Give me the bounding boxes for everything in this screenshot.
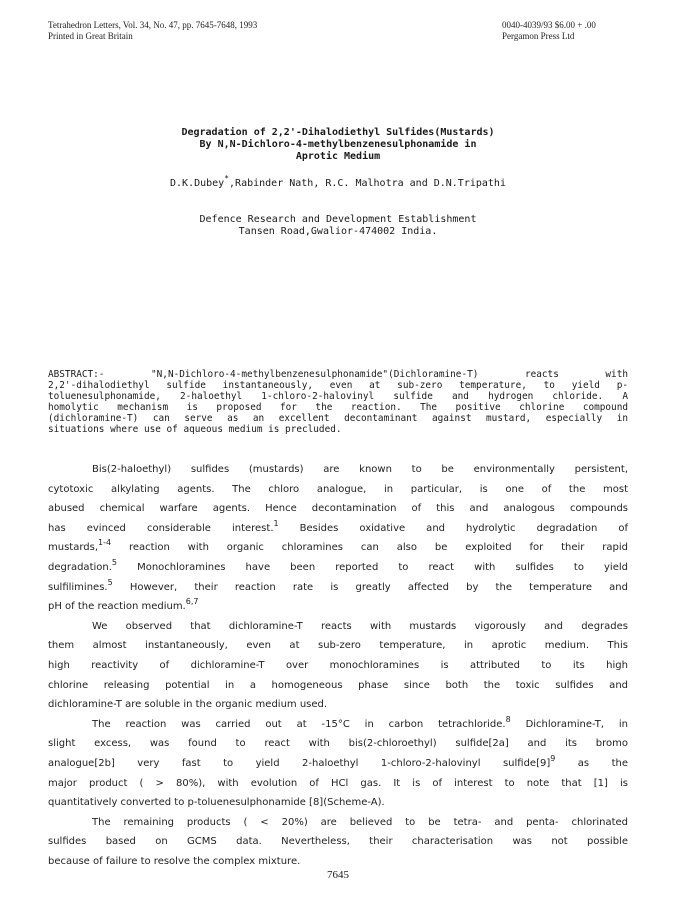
- body-line: sulfides based on GCMS data. Nevertheless, their characterisation was not possible: [48, 836, 628, 848]
- body-line: [48, 538, 628, 558]
- citation-ref: 6,7: [185, 597, 199, 607]
- abstract-line: homolytic mechanism is proposed for the reaction. The positive chlorine compound: [48, 402, 628, 413]
- title-line-1: Degradation of 2,2'-Dihalodiethyl Sulfides(Mustards): [181, 127, 495, 138]
- text-run: degradation.: [48, 561, 112, 573]
- text-run: sulfilimines.: [48, 581, 108, 593]
- citation-ref: 5: [107, 577, 113, 587]
- page-number: 7645: [327, 869, 349, 881]
- text-run: as the: [555, 757, 628, 769]
- abstract-line: (dichloramine-T) can serve as an excellent decontaminant against mustard, especially in: [48, 413, 628, 424]
- author-list: [0, 174, 676, 190]
- first-author: D.K.Dubey: [170, 178, 225, 189]
- abstract: [48, 369, 628, 435]
- text-run: mustards,: [48, 542, 99, 554]
- body-line: high reactivity of dichloramine-T over monochloramines is attributed to its high: [48, 659, 628, 671]
- text-run: However, their reaction rate is greatly affected by the temperature and: [112, 581, 628, 593]
- body-line: The remaining products ( < 20%) are believed to be tetra- and penta- chlorinated: [92, 816, 628, 828]
- journal-header: [48, 20, 257, 42]
- citation-ref: 5: [111, 557, 117, 567]
- abstract-line: toluenesulphonamide, 2-haloethyl 1-chloro-2-halovinyl sulfide and hydrogen chloride. A: [48, 391, 628, 402]
- body-line: them almost instantaneously, even at sub-zero temperature, in aprotic medium. This: [48, 640, 628, 652]
- journal-citation: Tetrahedron Letters, Vol. 34, No. 47, pp. 7645-7648, 1993: [48, 20, 258, 30]
- body-line: major product ( > 80%), with evolution of HCl gas. It is of interest to note that [1] is: [48, 777, 628, 789]
- publisher-name: Pergamon Press Ltd: [502, 31, 575, 41]
- body-line: [48, 597, 628, 617]
- citation-ref: 1-4: [98, 538, 112, 548]
- body-line: We observed that dichloramine-T reacts with mustards vigorously and degrades: [92, 620, 628, 632]
- affiliation-line-2: Tansen Road,Gwalior-474002 India.: [238, 226, 438, 237]
- issn-price: 0040-4039/93 $6.00 + .00: [502, 20, 596, 30]
- body-line: slight excess, was found to react with bis(2-chloroethyl) sulfide[2a] and its bromo: [48, 738, 628, 750]
- title-line-3: Aprotic Medium: [295, 151, 381, 162]
- body-line: abused chemical warfare agents. Hence decontamination of this and analogous compounds: [48, 503, 628, 515]
- other-authors: ,Rabinder Nath, R.C. Malhotra and D.N.Tripathi: [229, 178, 506, 189]
- citation-ref: 8: [505, 714, 511, 724]
- body-line: [48, 715, 628, 735]
- abstract-line: ABSTRACT:- "N,N-Dichloro-4-methylbenzenesulphonamide"(Dichloramine-T) reacts with: [48, 369, 628, 380]
- text-run: The reaction was carried out at -15°C in carbon tetrachloride.: [92, 718, 506, 730]
- body-line: cytotoxic alkylating agents. The chloro analogue, in particular, is one of the most: [48, 483, 628, 495]
- body-line: because of failure to resolve the complex mixture.: [48, 855, 301, 867]
- body-line: [48, 754, 628, 774]
- body-line: quantitatively converted to p-toluenesulphonamide [8](Scheme-A).: [48, 797, 385, 809]
- body-line: chlorine releasing potential in a homogeneous phase since both the toxic sulfides and: [48, 679, 628, 691]
- affiliation: [0, 214, 676, 238]
- body-line: dichloramine-T are soluble in the organic medium used.: [48, 699, 328, 711]
- body-line: [48, 519, 628, 539]
- paper-title: [0, 127, 676, 163]
- print-location: Printed in Great Britain: [48, 31, 133, 41]
- text-run: Monochloramines have been reported to react with sulfides to yield: [117, 561, 628, 573]
- text-run: pH of the reaction medium.: [48, 601, 186, 613]
- body-line: [48, 558, 628, 578]
- body-text: [48, 460, 628, 871]
- text-run: Besides oxidative and hydrolytic degradation of: [278, 522, 628, 534]
- body-line: [48, 578, 628, 598]
- body-line: Bis(2-haloethyl) sulfides (mustards) are known to be environmentally persistent,: [92, 464, 628, 475]
- title-line-2: By N,N-Dichloro-4-methylbenzenesulphonamide in: [199, 139, 477, 150]
- abstract-line: situations where use of aqueous medium is precluded.: [48, 424, 342, 435]
- text-run: has evinced considerable interest.: [48, 522, 274, 534]
- corresponding-author-mark: *: [224, 174, 230, 183]
- text-run: reaction with organic chloramines can also be exploited for their rapid: [111, 542, 628, 554]
- publisher-header: [502, 20, 596, 42]
- citation-ref: 1: [273, 518, 279, 528]
- citation-ref: 9: [550, 753, 556, 763]
- abstract-line: 2,2'-dihalodiethyl sulfide instantaneously, even at sub-zero temperature, to yield p-: [48, 380, 628, 391]
- affiliation-line-1: Defence Research and Development Establishment: [199, 214, 477, 225]
- text-run: Dichloramine-T, in: [510, 718, 628, 730]
- text-run: analogue[2b] very fast to yield 2-haloethyl 1-chloro-2-halovinyl sulfide[9]: [48, 757, 551, 769]
